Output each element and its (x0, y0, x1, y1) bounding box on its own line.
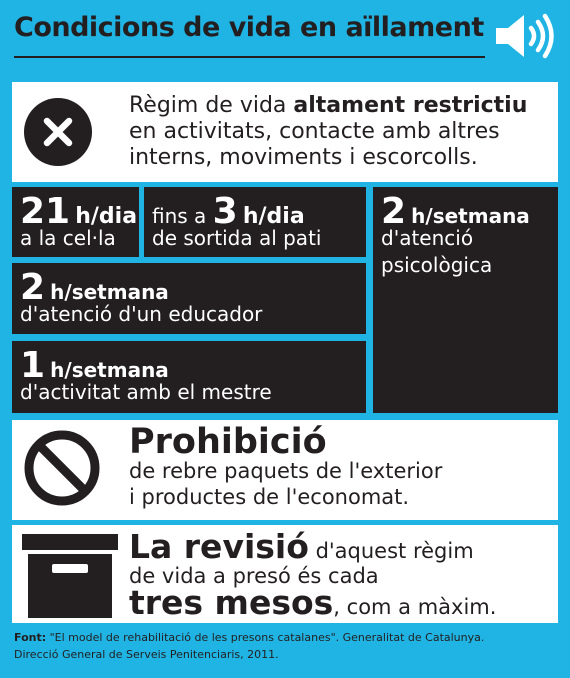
stat-psych-desc-1: d'atenció (381, 226, 474, 250)
stat-educator-card (12, 263, 366, 334)
source-line-1: "El model de rehabilitació de les presons catalanes". Generalitat de Catalunya. (46, 631, 485, 644)
regime-text-before: Règim de vida (129, 93, 294, 118)
stat-patio-desc: de sortida al pati (152, 226, 322, 250)
prohibited-icon (22, 428, 102, 508)
stat-educator-unit: h/setmana (50, 280, 169, 304)
regime-text (129, 93, 527, 171)
stat-patio-number: 3 (212, 191, 238, 232)
review-line-1 (129, 527, 474, 566)
review-line-3-rest: , com a màxim. (333, 595, 497, 619)
stat-psych-card (373, 187, 558, 413)
review-line-1-rest: d'aquest règim (308, 539, 474, 563)
source-line-2: Direcció General de Serveis Penitenciaris, 2011. (14, 648, 279, 661)
stat-teacher-unit: h/setmana (50, 358, 169, 382)
prohibition-line-2: i productes de l'economat. (129, 485, 410, 509)
review-title: La revisió (129, 527, 309, 566)
x-circle-icon (24, 98, 92, 166)
stat-cell-card (12, 187, 139, 257)
speaker-sound-icon (494, 12, 558, 60)
stat-patio-unit: h/dia (242, 204, 305, 229)
stat-teacher-number: 1 (20, 345, 46, 386)
stat-patio-card (144, 187, 366, 257)
stat-psych-unit: h/setmana (411, 204, 530, 228)
stat-patio-prefix: fins a (152, 204, 213, 228)
prohibition-title: Prohibició (129, 422, 327, 462)
prohibition-line-1: de rebre paquets de l'exterior (129, 459, 443, 483)
review-line-2: de vida a presó és cada (129, 564, 379, 588)
stat-psych-desc-2: psicològica (381, 253, 493, 277)
review-emphasis: tres mesos (129, 583, 334, 622)
stat-educator-desc: d'atenció d'un educador (20, 302, 263, 326)
stat-teacher-desc: d'activitat amb el mestre (20, 380, 272, 404)
page-title: Condicions de vida en aïllament (14, 12, 484, 43)
regime-text-bold: altament restrictiu (293, 93, 528, 118)
stat-educator-number: 2 (20, 267, 46, 308)
stat-psych-number: 2 (381, 191, 407, 232)
stat-cell-number: 21 (20, 191, 71, 232)
source-note (14, 629, 484, 663)
stat-teacher-card (12, 341, 366, 413)
stat-cell-unit: h/dia (75, 204, 138, 229)
title-underline (14, 56, 485, 58)
regime-line-2: en activitats, contacte amb altres (129, 119, 500, 144)
archive-box-icon (22, 534, 118, 618)
review-line-3 (129, 583, 496, 622)
stat-cell-desc: a la cel·la (20, 226, 116, 250)
source-label: Font: (14, 631, 47, 644)
regime-line-3: interns, moviments i escorcolls. (129, 145, 478, 170)
